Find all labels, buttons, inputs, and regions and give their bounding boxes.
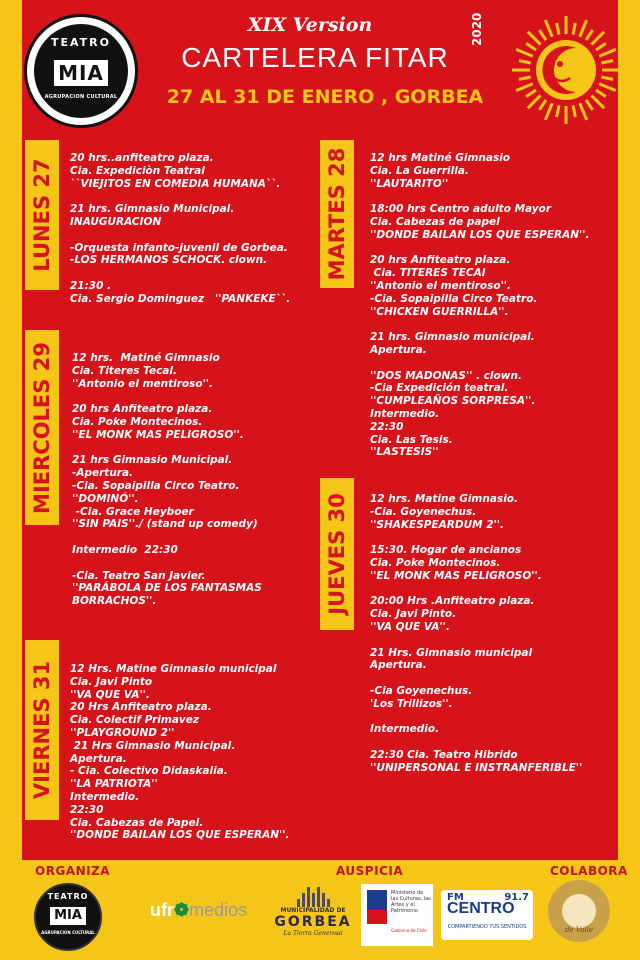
sun-ray xyxy=(539,100,546,110)
schedule-martes: 12 hrs Matiné Gimnasio Cia. La Guerrilla. ''LAUTARITO'' 18:00 hrs Centro adulto Mayor Cia. Cabezas de papel ''DONDE BAILAN LOS QUE ESPERAN''. 20 hrs Anfiteatro plaza. Cia. TITERES TECAI ''Antonio el mentiroso''. -Cia. Sopaipilla Circo Teatro. ''CHICKEN GUERRILLA''. 21 hrs. Gimnasio municipal. Apertura. ''DOS MADONAS'' . clown. -Cia Expedición teatral. ''CUMPLEAÑOS SORPRESA''. Intermedio. 22:30 Cia. Las Tesis. ''LASTESIS'' xyxy=(370,152,590,459)
sun-ray xyxy=(580,20,587,37)
schedule-viernes: 12 Hrs. Matine Gimnasio municipal Cia. Javi Pinto ''VA QUE VA''. 20 Hrs Anfiteatro plaza. Cia. Colectif Primavez ''PLAYGROUND 2'' 21 Hrs Gimnasio Municipal. Apertura. - Cia. Colectivo Didaskalia. ''LA PATRIOTA'' Intermedio. 22:30 Cia. Cabezas de Papel. ''DONDE BAILAN LOS QUE ESPERAN''. xyxy=(70,663,290,842)
sun-ray xyxy=(601,61,613,63)
dates-subtitle: 27 AL 31 DE ENERO , GORBEA xyxy=(166,86,484,108)
sun-ray xyxy=(519,77,531,79)
day-label-viernes: VIERNES 31 xyxy=(25,640,59,820)
poster-title: CARTELERA FITAR xyxy=(181,42,449,73)
sun-ray xyxy=(599,49,616,56)
gorbea-municipality-logo: MUNICIPALIDAD DE GORBEA La Tierra Generosa xyxy=(272,885,354,937)
day-label-martes: MARTES 28 xyxy=(320,140,354,288)
sun-ray xyxy=(545,20,552,37)
sun-ray xyxy=(528,32,541,45)
sun-ray xyxy=(596,43,606,50)
sun-ray xyxy=(573,105,575,117)
auspicia-label: AUSPICIA xyxy=(336,864,404,878)
sun-ray xyxy=(539,30,546,40)
organizer-logo: TEATRO MIA AGRUPACION CULTURAL xyxy=(34,883,102,951)
day-label-miercoles: MIERCOLES 29 xyxy=(25,330,59,525)
day-label-lunes: LUNES 27 xyxy=(25,140,59,290)
sun-ray xyxy=(601,77,613,79)
sun-ray xyxy=(586,100,593,110)
year-label: 2020 xyxy=(470,12,484,46)
sun-ray xyxy=(573,23,575,35)
sun-ray xyxy=(528,95,541,108)
organiza-label: ORGANIZA xyxy=(35,864,111,878)
sun-ray xyxy=(591,95,604,108)
sun-ray xyxy=(586,30,593,40)
logo-top-text: TEATRO xyxy=(50,36,111,49)
sun-ray xyxy=(516,49,533,56)
sun-ray xyxy=(526,43,536,50)
schedule-miercoles: 12 hrs. Matiné Gimnasio Cia. Titeres Tecal. ''Antonio el mentiroso''. 20 hrs Anfiteatro plaza. Cia. Poke Montecinos. ''EL MONK MAS PELIGROSO''. 21 hrs Gimnasio Municipal. -Apertura. -Cia. Sopaipilla Circo Teatro. ''DOMINÓ''. -Cia. Grace Heyboer ''SIN PAIS''./ (stand up comedy) Intermedio 22:30 -Cia. Teatro San Javier. ''PARÁBOLA DE LOS FANTASMAS BORRACHOS''. xyxy=(72,352,262,608)
collaborator-logo: de Valle xyxy=(548,880,610,942)
logo-bottom-text: AGRUPACION CULTURAL xyxy=(44,94,118,100)
sun-ray xyxy=(596,90,606,97)
sun-ray xyxy=(599,84,616,91)
sun-ray xyxy=(516,84,533,91)
sun-ray xyxy=(557,105,559,117)
sun-ray xyxy=(526,90,536,97)
schedule-lunes: 20 hrs..anfiteatro plaza. Cia. Expediciòn Teatral ``VIEJITOS EN COMEDIA HUMANA``. 21 hrs. Gimnasio Municipal. INAUGURACION -Orquesta infanto-juvenil de Gorbea. -LOS HERMANOS SCHOCK. clown. 21:30 . Cia. Sergio Dominguez ''PANKEKE``. xyxy=(70,152,291,305)
sun-ray xyxy=(545,103,552,120)
sun-ray xyxy=(519,61,531,63)
sun-ray xyxy=(557,23,559,35)
ufro-medios-logo: ufr❁medios xyxy=(150,900,248,920)
day-label-jueves: JUEVES 30 xyxy=(320,478,354,630)
sun-ray xyxy=(580,103,587,120)
schedule-jueves: 12 hrs. Matine Gimnasio. -Cia. Goyenechus. ''SHAKESPEARDUM 2''. 15:30. Hogar de ancianos Cia. Poke Montecinos. ''EL MONK MAS PELIGROSO''. 20:00 Hrs .Anfiteatro plaza. Cia. Javi Pinto. ''VA QUE VA''. 21 Hrs. Gimnasio municipal Apertura. -Cia Goyenechus. 'Los Trillizos''. Intermedio. 22:30 Cia. Teatro Hibrido ''UNIPERSONAL E INSTRANFERIBLE'' xyxy=(370,493,583,774)
colabora-label: COLABORA xyxy=(550,864,628,878)
teatro-mia-logo xyxy=(24,14,138,128)
sun-ray xyxy=(591,32,604,45)
version-heading: XIX Version xyxy=(247,14,373,36)
logo-center-text: MIA xyxy=(54,60,108,86)
fm-centro-logo: FM 91.7 CENTRO COMPARTIENDO TUS SENTIDOS xyxy=(441,890,533,940)
ministerio-culturas-logo: Ministerio de las Culturas, las Artes y el Patrimonio Gobierno de Chile xyxy=(361,884,433,946)
sun-moon-emblem xyxy=(510,14,622,126)
chile-shield-icon xyxy=(367,890,387,924)
